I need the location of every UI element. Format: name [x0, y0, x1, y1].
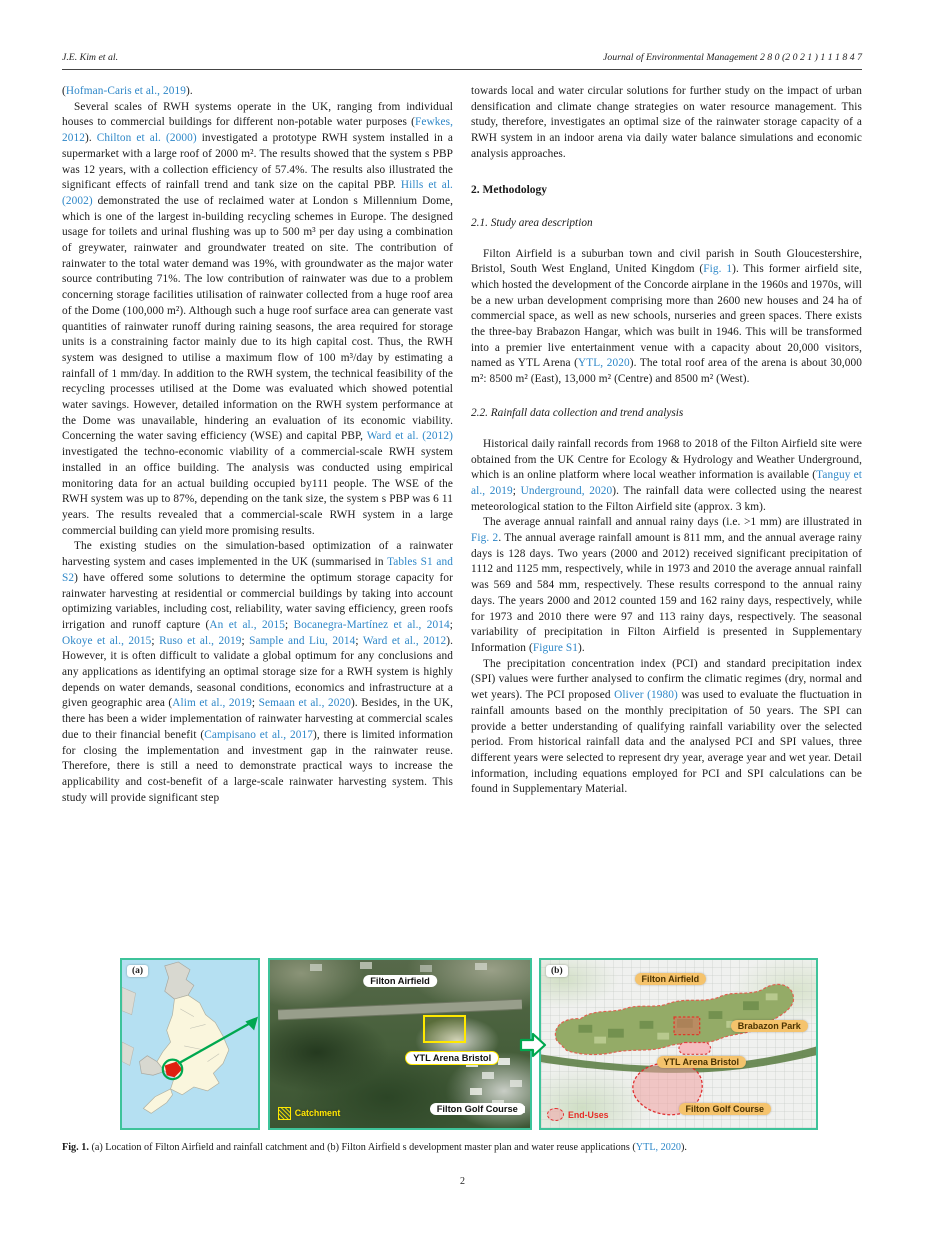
map-texture-buildings: [270, 960, 282, 967]
text-segment: The average annual rainfall and annual rainy days (i.e. >1 mm) are illustrated in: [483, 516, 862, 529]
paragraph: [471, 247, 862, 388]
master-plan-graphic: [541, 960, 816, 1128]
label-filton-airfield: Filton Airfield: [363, 975, 437, 987]
running-head: [62, 52, 862, 63]
paragraph: [471, 437, 862, 516]
text-segment: Several scales of RWH systems operate in the UK, ranging from individual houses to commercial buildings for different non-potable water purposes (: [62, 100, 453, 129]
section-heading-methodology: 2. Methodology: [471, 183, 548, 196]
text-segment: ;: [284, 618, 294, 631]
text-segment: ;: [251, 697, 259, 710]
figure-caption: [62, 1141, 862, 1154]
citation-link[interactable]: Hofman-Caris et al., 2019: [65, 85, 187, 97]
text-segment: (a) Location of Filton Airfield and rainfall catchment and (b) Filton Airfield s development master plan and water reuse applications (: [88, 1142, 636, 1153]
text-segment: ).: [85, 132, 97, 145]
citation-link[interactable]: An et al., 2015: [209, 618, 285, 631]
citation-link[interactable]: Chilton et al. (2000): [96, 132, 197, 145]
brabazon-hangar-outline: [674, 1017, 700, 1035]
running-head-journal: Journal of Environmental Management 2 8 0 (2 0 2 1 ) 1 1 1 8 4 7: [603, 52, 862, 63]
text-segment: demonstrated the use of reclaimed water at London s Millennium Dome, which is one of the largest in-building recycling schemes in Europe. The designed usage for toilets and urinal flushing was up to 500 m³ per day using a combination of greywater, rainwater and groundwater treated on site. The contribution of rainwater to the total water demand was 19%, with groundwater as the major water source contributing 71%. The low contribution of rainwater was due to a problem concerning storage facilities utilisation of rainwater collected from a huge roof area of the Dome (100,000 m²). Although such a huge roof surface area can generate vast quantities of rainwater runoff during raining seasons, the area required for storage units is a constraining factor mainly due to its high capital cost. Thus, the RWH system was designed to utilise a maximum flow of 100 m³/day by estimating a rainfall of 1 mm/day. In addition to the RWH system, the technical feasibility of the recycling processes utilised at the Dome was evaluated which showed potential water savings. However, detailed information on the RWH system performance at the Dome was unavailable, hindering an evaluation of its economic viability. Concerning the water saving efficiency (WSE) and capital PBP,: [62, 194, 453, 443]
panel-a-label: (a): [127, 965, 148, 977]
end-uses-legend-label: End-Uses: [568, 1109, 609, 1120]
text-segment: ;: [151, 634, 160, 647]
citation-link[interactable]: Tables S1 and S2: [62, 556, 453, 584]
text-segment: Filton Airfield is a suburban town and civil parish in South Gloucestershire, Bristol, South West England, United Kingdom (: [471, 247, 862, 276]
scotland-region: [165, 962, 194, 999]
paragraph: [471, 657, 862, 798]
paragraph: [471, 84, 862, 163]
citation-link[interactable]: Okoye et al., 2015: [62, 634, 152, 647]
paragraph: [62, 84, 453, 100]
catchment-outline: [423, 1015, 466, 1043]
text-segment: investigated a prototype RWH system installed in a supermarket with a large roof of 2000 m². The results showed that the system s PBP was 12 years, with a collection efficiency of 57.4%. The results also illustrated the significant effects of rainfall trend and tank size on the capital PBP.: [62, 132, 454, 192]
label-filton-airfield-plan: Filton Airfield: [635, 973, 707, 985]
text-segment: ). Besides, in the UK, there has been a wider implementation of rainwater harvesting at commercial scales due to their financial benefit (: [62, 697, 454, 741]
text-segment: was used to evaluate the fluctuation in rainfall amounts based on the monthly precipitation of 50 years. The SPI can provide a better understanding of qualifying rainfall variability over the selected period. From historical rainfall data and the analysed PCI and SPI values, three different years were selected to represent dry year, average year and wet year. Detail information, including equations employed for PCI and SPI calculations can be found in Supplementary Material.: [471, 689, 862, 796]
end-uses-swatch-icon: [547, 1108, 564, 1121]
text-segment: ;: [355, 634, 363, 647]
text-segment: investigated the techno-economic viability of a commercial-scale RWH system installed in an office building. The analysis was conducted using empirical monitoring data for an actual building occupied by111 people. The WSE of the RWH system was up to 87%, depending on the tank size, the system s PBP was 6 11 years. The results revealed that a commercial-scale RWH system in a large commercial building can yield more promising results.: [62, 446, 453, 537]
end-uses-legend: [547, 1108, 609, 1121]
text-segment: ). The total roof area of the arena is about 30,000 m²: 8500 m² (East), 13,000 m² (Centre) and 8500 m² (West).: [471, 357, 862, 386]
text-segment: towards local and water circular solutions for further study on the impact of urban densification and climate change strategies on water resource management. This study, therefore, investigates an optimal size of the rainwater storage capacity of a RWH system in an indoor arena via daily water balance simulations and economic analysis approaches.: [471, 85, 862, 160]
text-segment: ). This former airfield site, which hosted the development of the Concorde airplane in the 1960s and 1970s, will be a new urban development comprising more than 2600 new houses and 24 ha of commercial space, as well as new schools, nurseries and green spaces. There exists the three-bay Brabazon Hangar, which was built in 1946. This will be transformed into a premier live entertainment venue with a capacity about 20,000 visitors, named as YTL Arena (: [471, 263, 863, 370]
subsection-heading-study-area: 2.1. Study area description: [471, 216, 593, 229]
text-segment: ). However, it is often difficult to validate a global optimum for any conclusions and any applications as identifying an optimal storage size for a RWH system is highly depends on water demands, seasonal conditions, economics and infrastructure at a given geographic area (: [62, 634, 453, 710]
running-head-authors: J.E. Kim et al.: [62, 52, 119, 63]
left-column: [62, 84, 453, 806]
citation-link[interactable]: Tanguy et al., 2019: [471, 469, 862, 497]
paragraph: [62, 100, 453, 540]
text-segment: The existing studies on the simulation-based optimization of a rainwater harvesting system and cases implemented in the UK (summarised in: [62, 540, 453, 569]
panel-b-label: (b): [546, 965, 568, 977]
text-segment: ), there is limited information for closing the implementation and investment gap in the rainwater reuse. Therefore, there is still a need to demonstrate practical ways to increase the applicability and cost-benefit of a large-scale rainwater harvesting system. This study will provide significant step: [62, 728, 453, 804]
citation-link[interactable]: YTL, 2020: [635, 1142, 682, 1153]
citation-link[interactable]: Fig. 1: [703, 263, 733, 276]
text-segment: Fig. 1.: [62, 1142, 89, 1153]
figure-panel-uk-map: [120, 958, 260, 1130]
text-segment: Historical daily rainfall records from 1968 to 2018 of the Filton Airfield site were obtained from the UK Centre for Ecology & Hydrology and Weather Underground, which is an online platform where local weather information is available (: [471, 437, 862, 482]
label-brabazon-park: Brabazon Park: [731, 1020, 808, 1032]
runway: [278, 1000, 523, 1020]
citation-link[interactable]: Bocanegra-Martínez et al., 2014: [293, 618, 450, 631]
citation-link[interactable]: Alim et al., 2019: [172, 697, 252, 710]
citation-link[interactable]: Oliver (1980): [614, 689, 678, 702]
text-segment: ). The rainfall data were collected using the nearest meteorological station to the Filton Airfield site (approx. 3 km).: [471, 484, 862, 513]
text-segment: (: [62, 85, 66, 97]
england-region: [157, 995, 229, 1095]
citation-link[interactable]: Fig. 2: [471, 532, 499, 545]
paragraph: [62, 539, 453, 806]
label-ytl-arena-plan: YTL Arena Bristol: [657, 1056, 747, 1068]
catchment-swatch-icon: [278, 1107, 291, 1120]
citation-link[interactable]: Fewkes, 2012: [62, 116, 453, 145]
citation-link[interactable]: Ruso et al., 2019: [159, 634, 242, 647]
paragraph: [471, 515, 862, 656]
citation-link[interactable]: Hills et al. (2002): [62, 179, 453, 207]
text-segment: ;: [241, 634, 250, 647]
label-ytl-arena: YTL Arena Bristol: [405, 1051, 499, 1065]
uk-map-graphic: [122, 960, 258, 1128]
citation-link[interactable]: Semaan et al., 2020: [258, 697, 351, 710]
label-filton-golf-plan: Filton Golf Course: [679, 1103, 772, 1115]
citation-link[interactable]: Sample and Liu, 2014: [249, 634, 356, 647]
header-divider: [62, 69, 862, 70]
catchment-legend: [278, 1107, 340, 1120]
text-segment: ;: [512, 484, 521, 497]
citation-link[interactable]: Underground, 2020: [520, 484, 613, 497]
panel-link-arrow-icon: [519, 1032, 547, 1058]
text-segment: ) have offered some solutions to determine the optimum storage capacity for rainwater harvesting at residential or commercial buildings by taking into account optimizing variables, including cost, reliability, water saving efficiency, green roofs irrigation and runoff capture (: [62, 571, 453, 631]
citation-link[interactable]: Ward et al. (2012): [366, 430, 453, 443]
label-filton-golf-course: Filton Golf Course: [430, 1103, 525, 1115]
figure-1: [120, 958, 818, 1130]
citation-link[interactable]: YTL, 2020: [578, 357, 630, 370]
text-segment: ).: [578, 641, 585, 654]
text-segment: ).: [681, 1142, 687, 1153]
citation-link[interactable]: Campisano et al., 2017: [204, 728, 313, 741]
citation-link[interactable]: Figure S1: [532, 641, 579, 654]
right-column: [471, 84, 862, 806]
arena-end-use-outline: [679, 1043, 711, 1055]
citation-link[interactable]: Ward et al., 2012: [362, 634, 447, 647]
figure-panel-aerial-photo: [268, 958, 532, 1130]
page-number: 2: [460, 1176, 465, 1187]
body-columns: [62, 84, 862, 806]
catchment-legend-label: Catchment: [294, 1108, 341, 1119]
figure-panel-master-plan: [539, 958, 818, 1130]
text-segment: . The annual average rainfall amount is 811 mm, and the annual average rainy days is 128 days. Two years (2000 and 2012) received significant precipitation of 1112 and 1125 mm, respectively, while in 1973 and 2010 the average annual rainfall was 569 and 584 mm, respectively. These results correspond to the annual rainy days. The years 2000 and 2012 counted 159 and 162 rainy days, respectively, while for 1973 and 2010 there were 97 and 113 rainy days, respectively. The seasonal variability of precipitation in Filton Airfield is presented in Supplementary Information (: [471, 532, 862, 654]
subsection-heading-rainfall: 2.2. Rainfall data collection and trend analysis: [471, 406, 684, 419]
text-segment: ).: [186, 85, 193, 97]
text-segment: ;: [449, 618, 453, 631]
text-segment: The precipitation concentration index (PCI) and standard precipitation index (SPI) values were further analysed to confirm the climatic regimes (dry, normal and wet years). The PCI proposed: [471, 657, 862, 702]
